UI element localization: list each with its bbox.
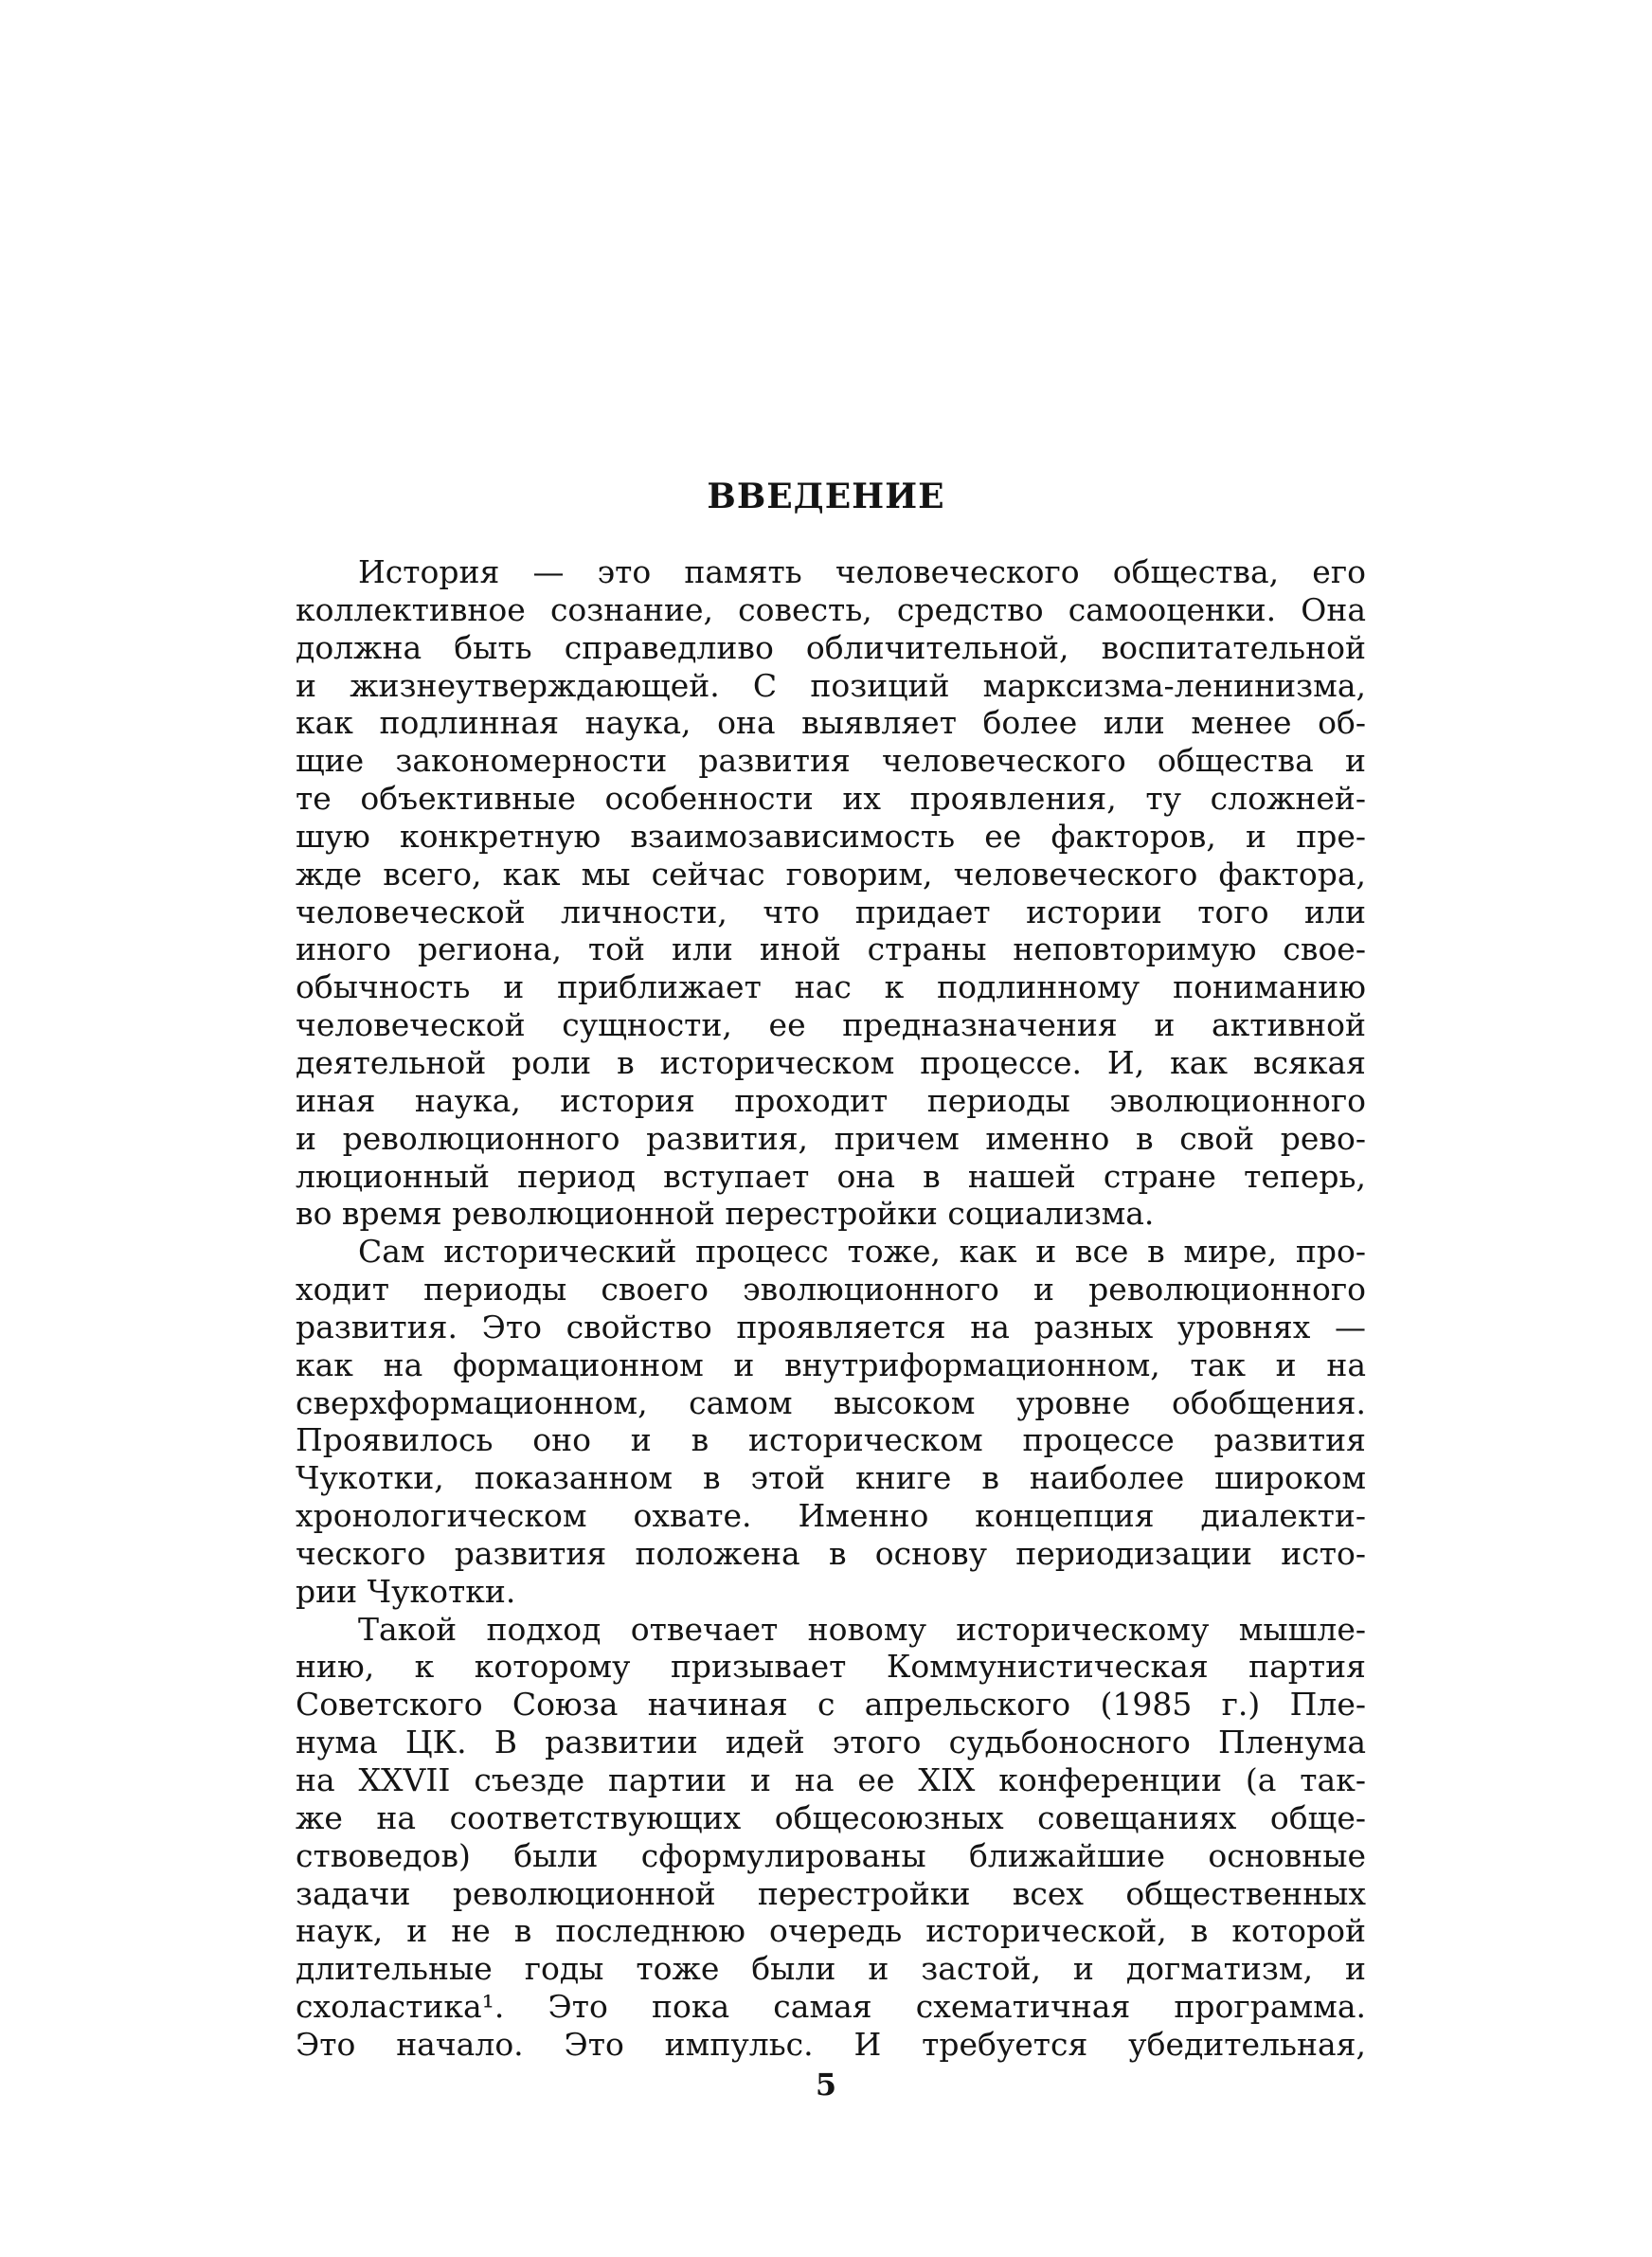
text-line: обычность и приближает нас к подлинному пониманию [296,968,1366,1006]
text-line: Чукотки, показанном в этой книге в наиболее широком [296,1459,1366,1497]
text-line: люционный период вступает она в нашей стране теперь, [296,1157,1366,1195]
text-line: длительные годы тоже были и застой, и догматизм, и [296,1950,1366,1988]
text-line: задачи революционной перестройки всех общественных [296,1874,1366,1912]
text-line: человеческой личности, что придает истории того или [296,893,1366,930]
text-line: сверхформационном, самом высоком уровне обобщения. [296,1383,1366,1421]
text-line: человеческой сущности, ее предназначения и активной [296,1006,1366,1044]
text-line: Сам исторический процесс тоже, как и все в мире, про- [358,1233,1366,1271]
page-number: 5 [815,2067,837,2103]
text-line: Проявилось оно и в историческом процессе развития [296,1421,1366,1459]
chapter-heading: ВВЕДЕНИЕ [707,477,945,516]
text-line: и жизнеутверждающей. С позиций марксизма-ленинизма, [296,666,1366,704]
text-line: Советского Союза начиная с апрельского (1985 г.) Пле- [296,1686,1366,1724]
text-line: во время революционной перестройки социализма. [296,1195,1155,1233]
text-line: должна быть справедливо обличительной, воспитательной [296,628,1366,666]
text-line: схоластика¹. Это пока самая схематичная программа. [296,1988,1366,2026]
text-line: хронологическом охвате. Именно концепция диалекти- [296,1497,1366,1535]
text-line: нума ЦК. В развитии идей этого судьбоносного Пленума [296,1724,1366,1761]
text-line: как подлинная наука, она выявляет более или менее об- [296,704,1366,742]
text-line: жде всего, как мы сейчас говорим, человеческого фактора, [296,855,1366,893]
text-line: как на формационном и внутриформационном, так и на [296,1345,1366,1383]
text-line: те объективные особенности их проявления, ту сложней- [296,780,1366,818]
text-line: ходит периоды своего эволюционного и революционного [296,1271,1366,1309]
text-line: деятельной роли в историческом процессе. И, как всякая [296,1043,1366,1081]
text-line: нию, к которому призывает Коммунистическая партия [296,1648,1366,1686]
text-line: иная наука, история проходит периоды эволюционного [296,1081,1366,1119]
text-line: щие закономерности развития человеческого общества и [296,742,1366,780]
text-line: иного региона, той или иной страны неповторимую свое- [296,930,1366,968]
text-line: ческого развития положена в основу периодизации исто- [296,1534,1366,1572]
text-line: Это начало. Это импульс. И требуется убедительная, [296,2025,1366,2063]
text-line: на XXVII съезде партии и на ее XIX конференции (а так- [296,1761,1366,1798]
text-line: и революционного развития, причем именно в свой рево- [296,1119,1366,1157]
text-line: Такой подход отвечает новому историческому мышле- [358,1610,1366,1648]
text-line: ствоведов) были сформулированы ближайшие основные [296,1836,1366,1874]
text-line: рии Чукотки. [296,1572,516,1610]
text-line: же на соответствующих общесоюзных совещаниях обще- [296,1798,1366,1836]
text-line: развития. Это свойство проявляется на разных уровнях — [296,1308,1366,1345]
text-line: шую конкретную взаимозависимость ее факторов, и пре- [296,817,1366,855]
body-text [296,553,1366,2064]
text-line: История — это память человеческого общества, его [358,553,1366,590]
text-line: наук, и не в последнюю очередь исторической, в которой [296,1912,1366,1950]
text-line: коллективное сознание, совесть, средство самооценки. Она [296,590,1366,628]
